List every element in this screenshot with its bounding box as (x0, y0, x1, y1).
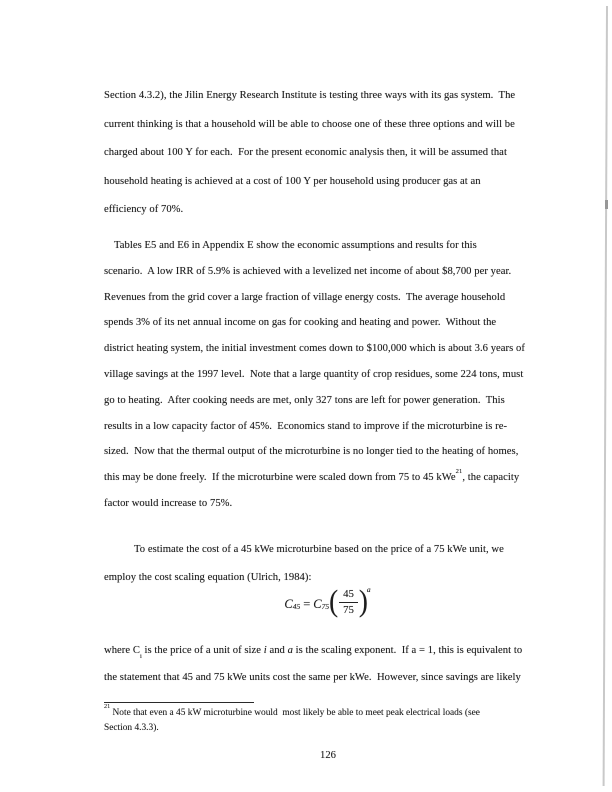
equation-exponent: a (366, 584, 371, 594)
paragraph-gas-system (104, 82, 515, 225)
equation-close-paren: ) (358, 583, 368, 618)
paragraph-scaling-exponent (104, 637, 522, 691)
text-line: go to heating. After cooking needs are met, only 327 tons are left for power generation. This (104, 394, 505, 406)
text-line: spends 3% of its net annual income on gas for cooking and heating and power. Without the (104, 317, 497, 329)
equation-open-paren: ( (329, 583, 339, 618)
page-number: 126 (320, 750, 336, 761)
text-line: factor would increase to 75%. (104, 497, 233, 509)
text-line: results in a low capacity factor of 45%. Economics stand to improve if the microturbine is re- (104, 420, 508, 432)
text-line: household heating is achieved at a cost of 100 Y per household using producer gas at an (104, 175, 481, 187)
equation-fraction-numerator: 45 (339, 588, 358, 603)
text-line: To estimate the cost of a 45 kWe microturbine based on the price of a 75 kWe unit, we (134, 544, 504, 555)
text-line: Section 4.3.2), the Jilin Energy Research Institute is testing three ways with its gas system. The (104, 90, 516, 101)
text-line: efficiency of 70%. (104, 204, 184, 215)
text-line: current thinking is that a household will be able to choose one of these three options and will be (104, 118, 515, 130)
equation-fraction (339, 588, 358, 617)
text-line: this may be done freely. If the microturbine were scaled down from 75 to 45 kWe$^{21}$, the capacity (104, 467, 520, 484)
text-line: Revenues from the grid cover a large fraction of village energy costs. The average household (104, 291, 506, 303)
scan-page-edge-line (603, 6, 608, 786)
footnote-21 (104, 703, 480, 736)
equation-lhs-symbol: C (284, 596, 293, 611)
paragraph-economic-results (104, 233, 525, 517)
equation-lhs-subscript: 45 (292, 601, 301, 611)
text-line: Section 4.3.3). (104, 723, 159, 733)
text-line: $^{21}$ Note that even a 45 kW microturbine would most likely be able to meet peak electrical loads (see (104, 703, 480, 718)
footnote-separator-rule (104, 702, 254, 703)
text-line: sized. Now that the thermal output of the microturbine is no longer tied to the heating of homes, (104, 446, 519, 458)
scan-artifact-mark (605, 200, 608, 209)
equation-rhs-subscript: 75 (321, 601, 330, 611)
equation-fraction-denominator: 75 (343, 603, 354, 616)
text-line: charged about 100 Y for each. For the present economic analysis then, it will be assumed that (104, 147, 507, 158)
text-line: Tables E5 and E6 in Appendix E show the economic assumptions and results for this (114, 240, 477, 251)
text-line: employ the cost scaling equation (Ulrich, 1984): (104, 571, 312, 583)
text-line: scenario. A low IRR of 5.9% is achieved with a levelized net income of about $8,700 per year. (104, 265, 512, 277)
equation-rhs-symbol: C (313, 596, 322, 611)
text-line: the statement that 45 and 75 kWe units cost the same per kWe. However, since savings are likely (104, 672, 521, 683)
equation-equals-sign: = (303, 596, 311, 611)
text-line: where $C_i$ is the price of a unit of size i and a is the scaling exponent. If a = 1, this is equivalent to (104, 645, 523, 661)
cost-scaling-equation (104, 581, 552, 623)
text-line: village savings at the 1997 level. Note that a large quantity of crop residues, some 224 tons, must (104, 368, 524, 380)
text-line: district heating system, the initial investment comes down to $100,000 which is about 3.6 years of (104, 343, 525, 355)
